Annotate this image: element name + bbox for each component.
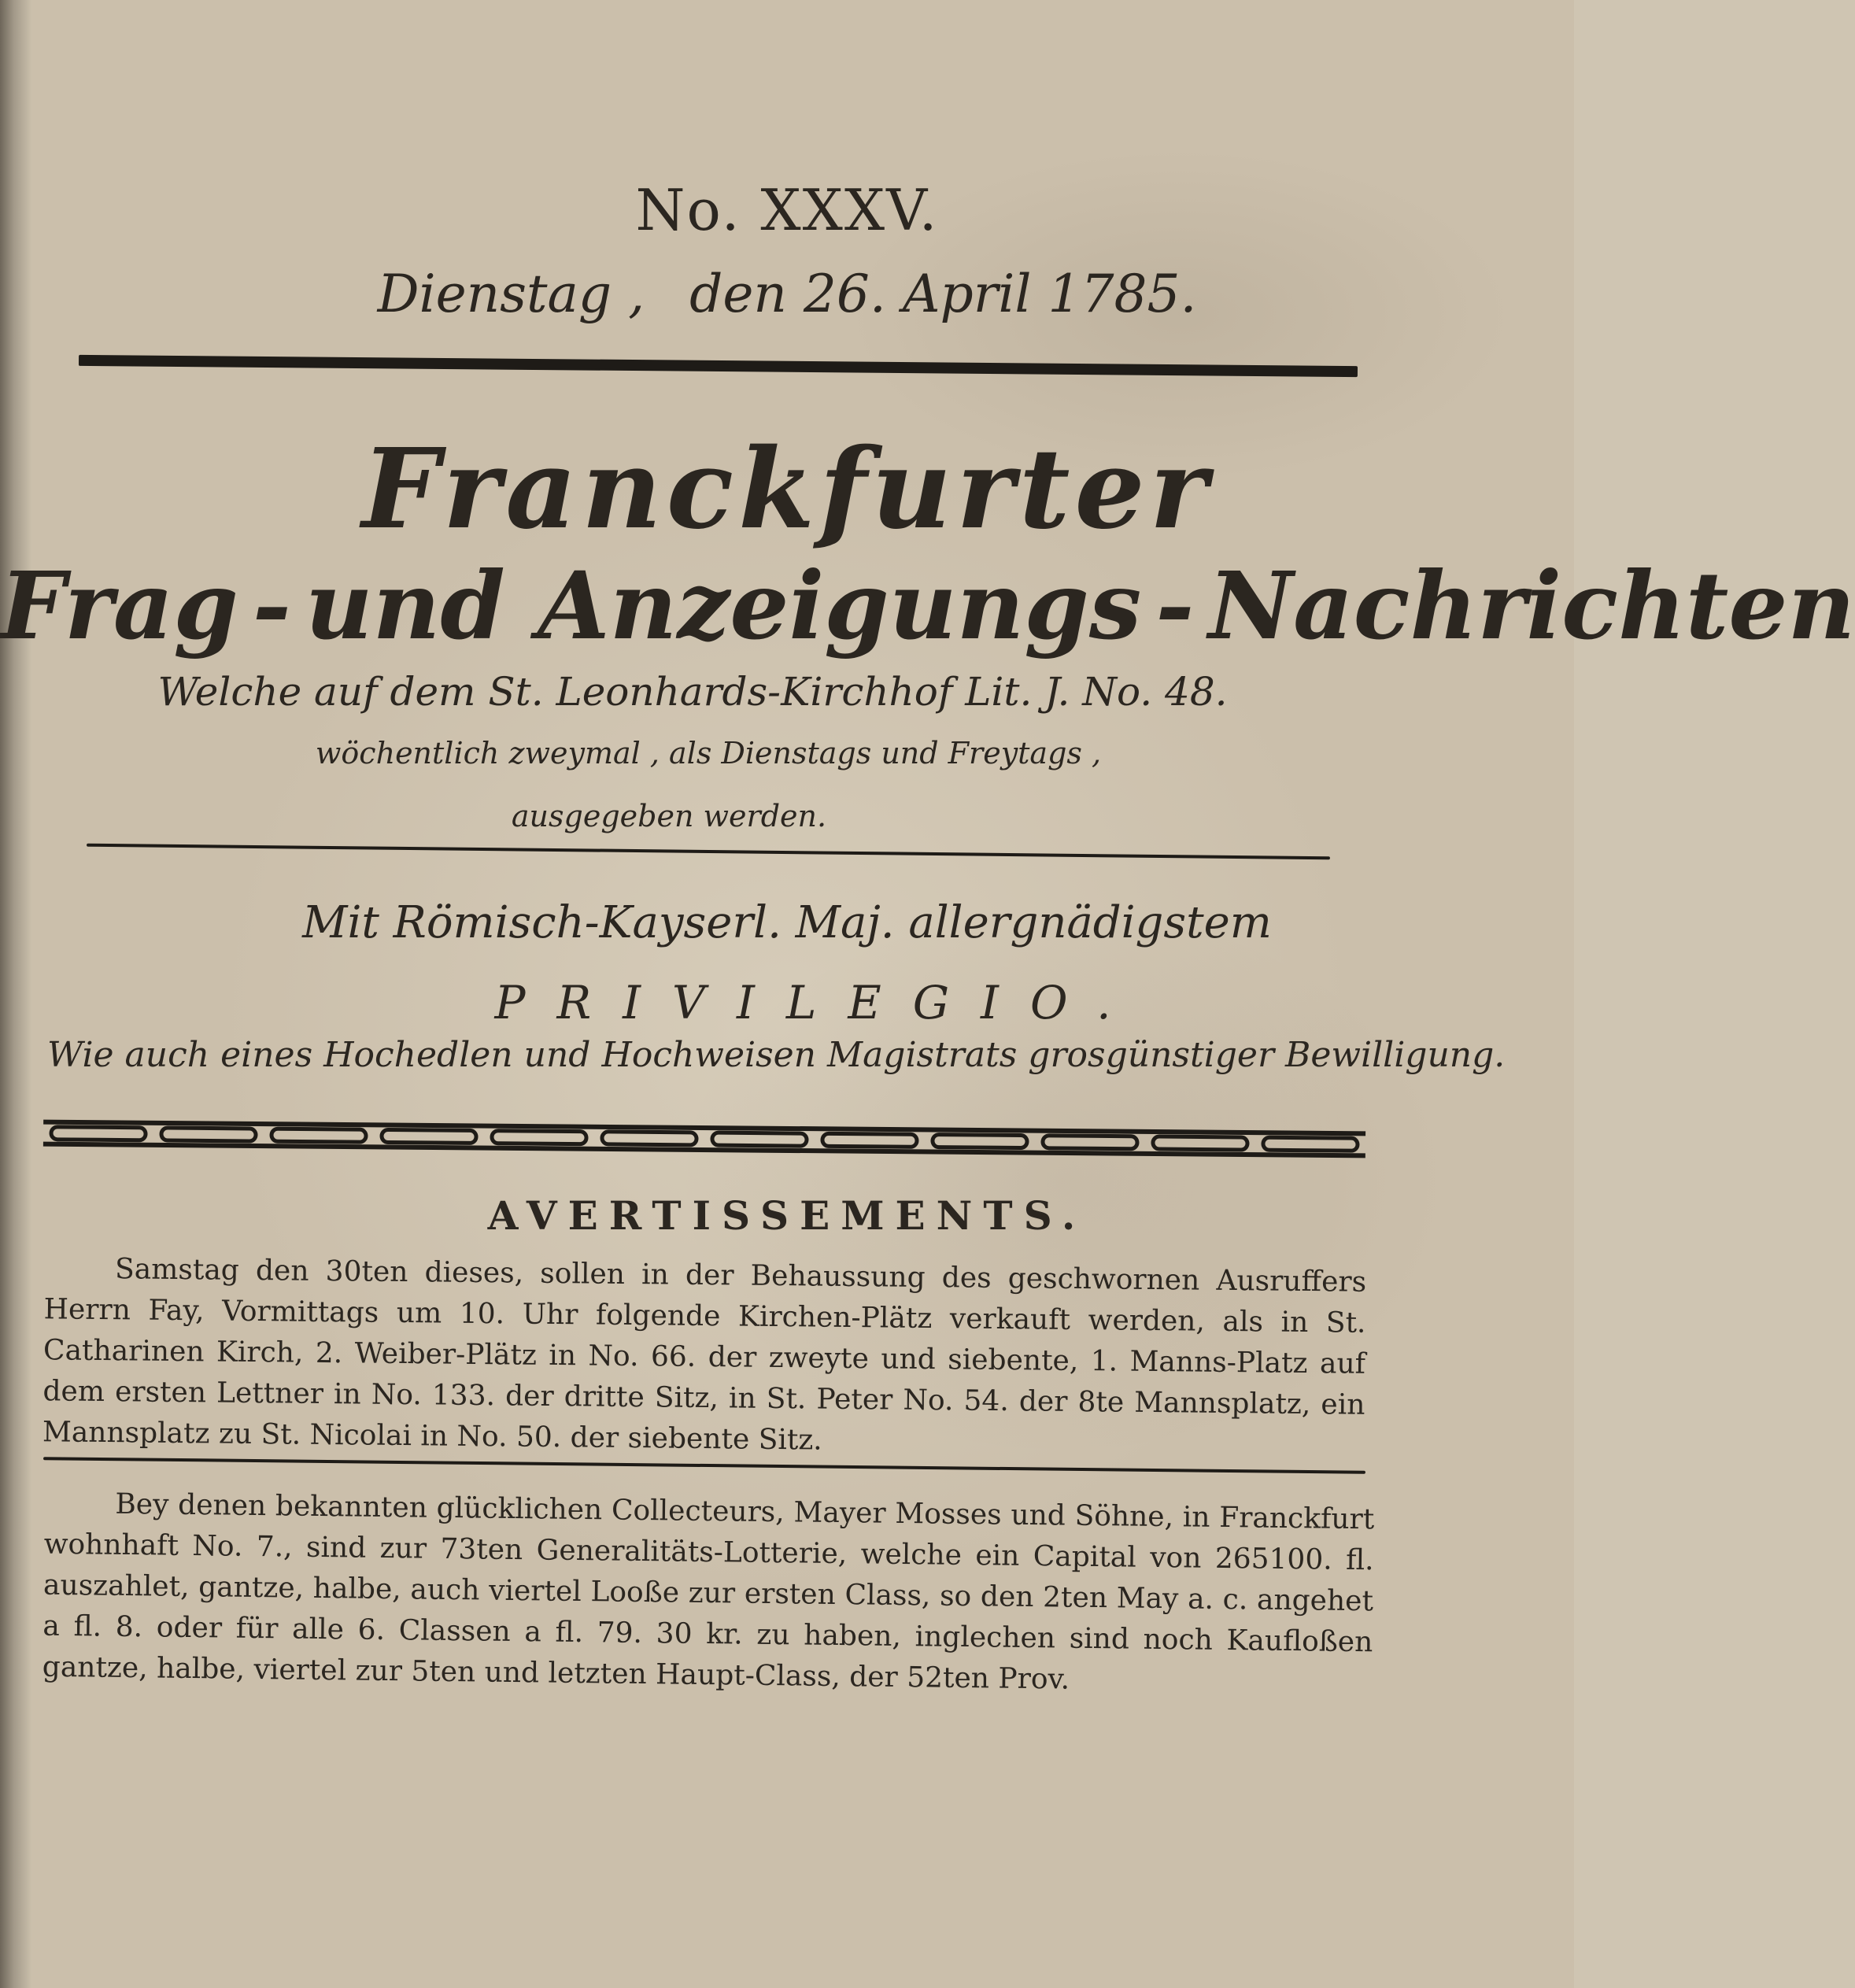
masthead-separator: -	[1155, 551, 1195, 660]
issue-number: No. XXXV.	[635, 177, 939, 243]
masthead-word-anzeigungs: Anzeigungs	[538, 551, 1142, 660]
masthead-title-line2	[0, 551, 1855, 660]
notice-paragraph-2: Bey denen bekannten glücklichen Collecteurs, Mayer Mosses und Söhne, in Franckfurt wohnhaft No. 7., sind zur 73ten Generalitäts-Lotterie, welche ein Capital von 265100. fl. auszahlet, gantze, halbe, auch viertel Looße zur ersten Class, so den 2ten May a. c. angehet a fl. 8. oder für alle 6. Classen a fl. 79. 30 kr. zu haben, inglechen sind noch Kaufloßen gantze, halbe, viertel zur 5ten und letzten Haupt-Class, der 52ten Prov.	[42, 1487, 1375, 1696]
privilege-line2: PRIVILEGIO.	[494, 976, 1143, 1029]
masthead-separator: -	[252, 551, 291, 660]
section-heading: AVERTISSEMENTS.	[487, 1192, 1087, 1239]
masthead-subtitle-line1: Welche auf dem St. Leonhards-Kirchhof Lit. J. No. 48.	[157, 669, 1228, 715]
privilege-line3: Wie auch eines Hochedlen und Hochweisen Magistrats grosgünstiger Bewilligung.	[47, 1035, 1506, 1075]
issue-date	[0, 264, 1574, 324]
notice-paragraph-1: Samstag den 30ten dieses, sollen in der Behaussung des geschwornen Ausruffers Herrn Fay, Vormittags um 10. Uhr folgende Kirchen-Plätz verkauft werden, als in St. Catharinen Kirch, 2. Weiber-Plätz in No. 66. der zweyte und siebente, 1. Manns-Platz auf dem ersten Lettner in No. 133. der dritte Sitz, in St. Peter No. 54. der 8te Mannsplatz, ein Mannsplatz zu St. Nicolai in No. 50. der siebente Sitz.	[42, 1253, 1367, 1457]
ornamental-chain-rule	[43, 1118, 1365, 1160]
issue-date-text: den 26. April 1785.	[689, 264, 1197, 324]
masthead-word-nachrichten: Nachrichten	[1208, 551, 1855, 660]
masthead-word-frag: Frag	[0, 551, 238, 660]
header-rule	[79, 355, 1358, 377]
privilege-line1: Mit Römisch-Kayserl. Maj. allergnädigstem	[302, 897, 1272, 948]
masthead-word-und: und	[305, 551, 505, 660]
masthead-rule	[87, 844, 1330, 860]
masthead-title-line1: Franckfurter	[361, 425, 1213, 554]
issue-weekday: Dienstag ,	[377, 264, 645, 324]
masthead-subtitle-line3: ausgegeben werden.	[511, 799, 827, 833]
masthead-subtitle-line2: wöchentlich zweymal , als Dienstags und Freytags ,	[315, 736, 1102, 770]
